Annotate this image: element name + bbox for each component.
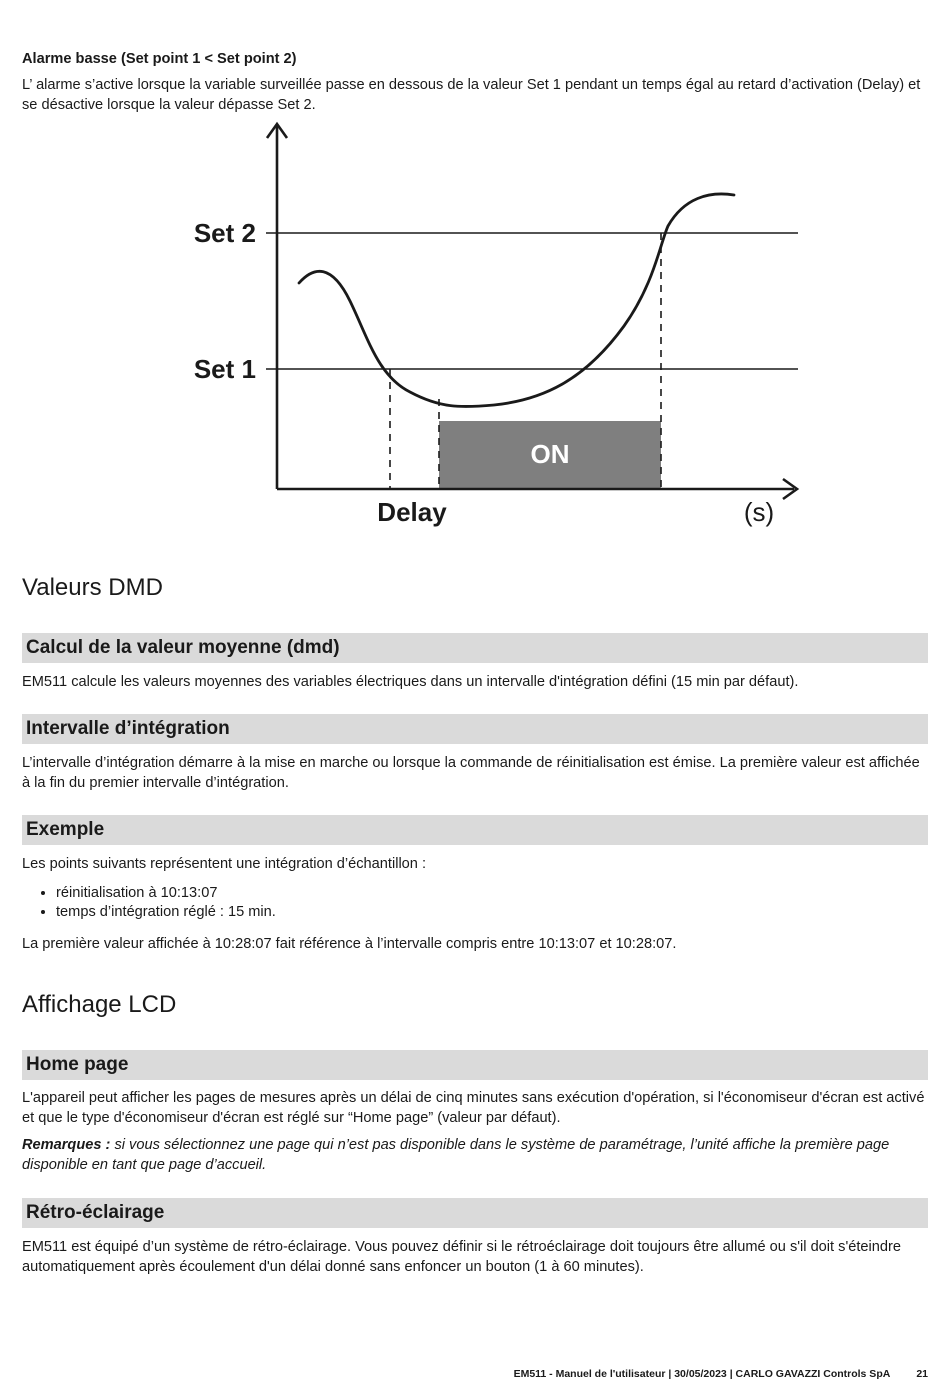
time-unit-label: (s)	[743, 497, 775, 527]
alarm-diagram-svg	[164, 116, 824, 536]
example-intro: Les points suivants représentent une intégration d’échantillon :	[22, 856, 427, 872]
page-footer	[514, 1368, 928, 1380]
example-bullet-list	[22, 884, 276, 922]
footer-text: EM511 - Manuel de l'utilisateur | 30/05/2023 | CARLO GAVAZZI Controls SpA	[513, 1368, 891, 1380]
interval-paragraph: L’intervalle d’intégration démarre à la mise en marche ou lorsque la commande de réinitialisation est émise. La première valeur est affichée à la fin du premier intervalle d’intégration.	[22, 755, 920, 791]
subheading-interval: Intervalle d’intégration	[22, 714, 928, 744]
set2-label: Set 2	[193, 218, 256, 248]
alarm-heading: Alarme basse (Set point 1 < Set point 2)	[22, 51, 297, 67]
subheading-home-page: Home page	[22, 1050, 928, 1080]
note-label: Remarques :	[22, 1137, 111, 1153]
home-page-paragraph: L'appareil peut afficher les pages de mesures après un délai de cinq minutes sans exécution d'opération, si l'économiseur d'écran est activé et que le type d'économiseur d'écran est réglé sur “Home page” (valeur par défaut).	[22, 1090, 925, 1126]
subheading-backlight: Rétro-éclairage	[22, 1198, 928, 1228]
backlight-paragraph: EM511 est équipé d’un système de rétro-éclairage. Vous pouvez définir si le rétroéclairage doit toujours être allumé ou s'il doit s'éteindre automatiquement après écoulement d'un délai donné sans enfoncer un bouton (1 à 60 minutes).	[22, 1239, 901, 1275]
section-title-lcd: Affichage LCD	[22, 991, 177, 1018]
alarm-description: L’ alarme s’active lorsque la variable surveillée passe en dessous de la valeur Set 1 pendant un temps égal au retard d’activation (Delay) et se désactive lorsque la valeur dépasse Set 2.	[22, 77, 921, 113]
example-conclusion: La première valeur affichée à 10:28:07 fait référence à l’intervalle compris entre 10:13:07 et 10:28:07.	[22, 936, 677, 952]
list-item: • réinitialisation à 10:13:07	[56, 884, 276, 903]
alarm-diagram	[164, 116, 824, 536]
on-label: ON	[530, 439, 570, 469]
set1-label: Set 1	[193, 354, 256, 384]
page-number: 21	[916, 1368, 928, 1380]
delay-label: Delay	[377, 497, 447, 527]
subheading-calc: Calcul de la valeur moyenne (dmd)	[22, 633, 928, 663]
subheading-example: Exemple	[22, 815, 928, 845]
note-text: si vous sélectionnez une page qui n’est pas disponible dans le système de paramétrage, l’unité affiche la première page disponible en tant que page d’accueil.	[22, 1137, 890, 1173]
list-item: • temps d’intégration réglé : 15 min.	[56, 903, 276, 922]
section-title-dmd: Valeurs DMD	[22, 574, 163, 601]
home-page-note	[22, 1135, 928, 1175]
monitored-variable-curve	[299, 194, 734, 407]
calc-paragraph: EM511 calcule les valeurs moyennes des variables électriques dans un intervalle d'intégration défini (15 min par défaut).	[22, 674, 799, 690]
